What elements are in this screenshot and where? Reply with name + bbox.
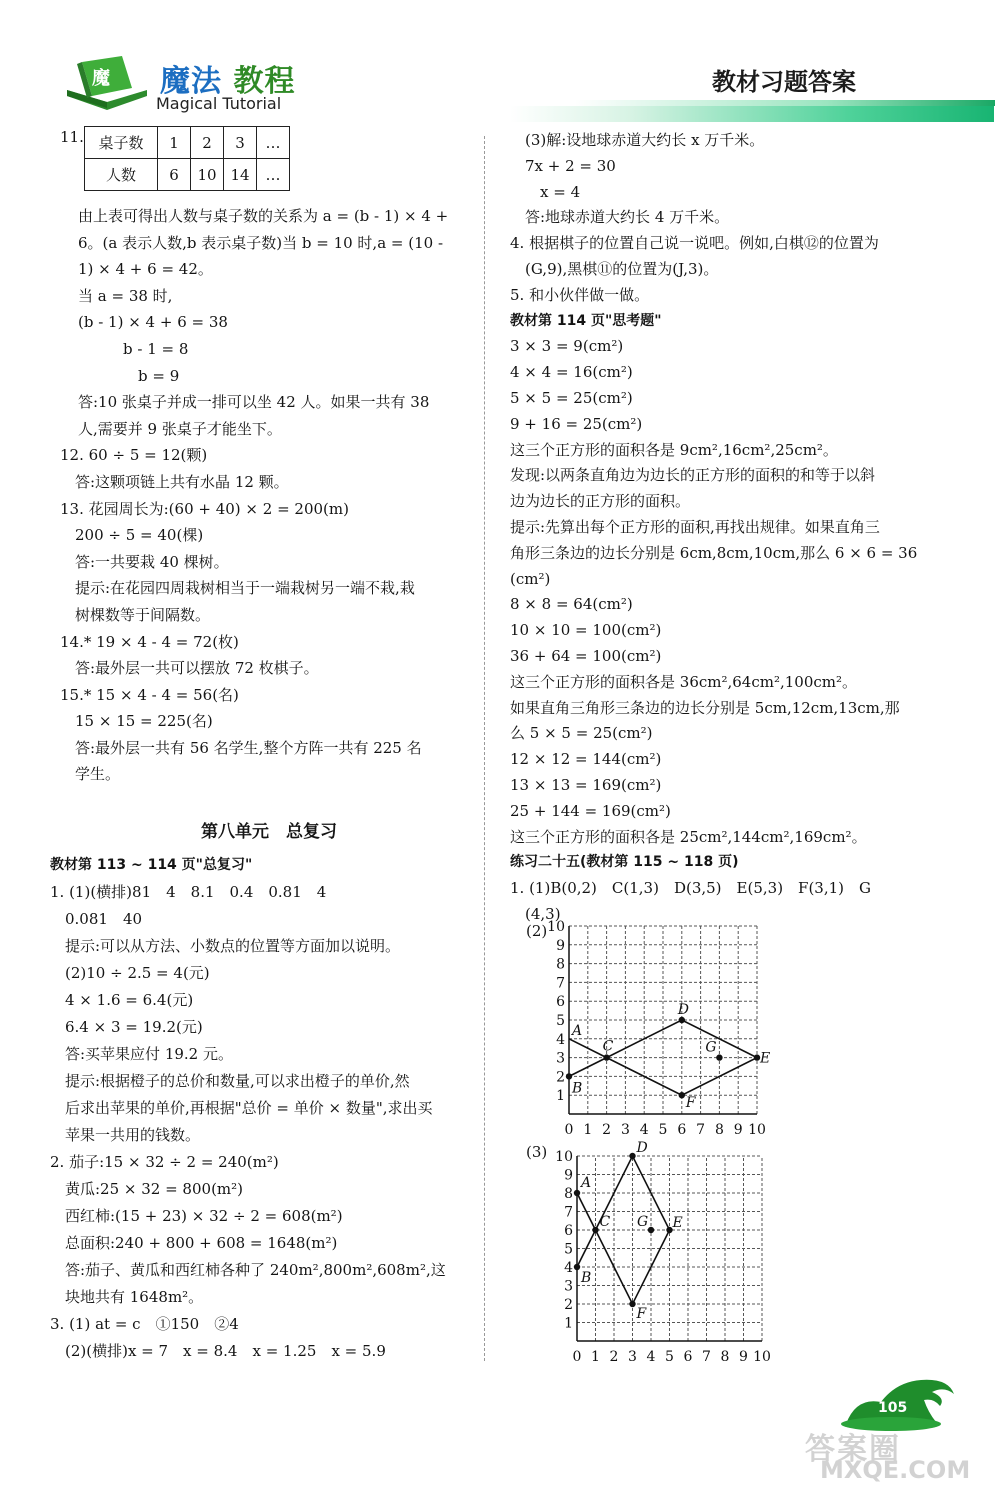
text-line: 总面积:240 + 800 + 608 = 1648(m²) <box>50 1234 338 1252</box>
text-line: (3)解:设地球赤道大约长 x 万千米。 <box>510 131 765 149</box>
point-label-a: A <box>581 1175 592 1191</box>
table-cell: 6 <box>158 159 191 191</box>
book-icon <box>62 52 152 112</box>
text-line: 7x + 2 = 30 <box>510 156 616 175</box>
point-f <box>679 1092 685 1098</box>
section-heading: 教材第 114 页"思考题" <box>510 312 662 329</box>
text-line: 1) × 4 + 6 = 42。 <box>78 260 213 279</box>
text-line: 1. (1)(横排)81 4 8.1 0.4 0.81 4 <box>50 883 327 901</box>
text-line: 提示:在花园四周栽树相当于一端栽树另一端不栽,栽 <box>60 579 415 598</box>
x-tick-label: 7 <box>702 1349 711 1365</box>
text-line: 15.* 15 × 4 - 4 = 56(名) <box>60 685 239 704</box>
text-line: 黄瓜:25 × 32 = 800(m²) <box>50 1180 244 1198</box>
text-line: 学生。 <box>60 765 121 784</box>
text-line: 13. 花园周长为:(60 + 40) × 2 = 200(m) <box>60 499 349 518</box>
y-tick-label: 8 <box>556 956 565 973</box>
graph-3-label: (3) <box>526 1143 548 1161</box>
x-tick-label: 1 <box>591 1349 600 1365</box>
text-line: 提示:根据橙子的总价和数量,可以求出橙子的单价,然 <box>50 1072 410 1090</box>
x-tick-label: 0 <box>564 1122 574 1138</box>
logo-english: Magical Tutorial <box>156 94 282 113</box>
x-tick-label: 0 <box>572 1349 582 1365</box>
x-tick-label: 4 <box>639 1122 649 1138</box>
x-tick-label: 5 <box>658 1122 668 1138</box>
page-header-title: 教材习题答案 <box>712 68 856 96</box>
point-f <box>629 1301 635 1307</box>
y-tick-label: 10 <box>547 919 565 935</box>
x-tick-label: 8 <box>720 1349 730 1365</box>
point-label-b: B <box>572 1080 583 1097</box>
table-cell: … <box>257 159 290 191</box>
point-g <box>648 1227 654 1233</box>
text-line: 14.* 19 × 4 - 4 = 72(枚) <box>60 632 239 651</box>
text-line: b = 9 <box>78 366 180 385</box>
point-label-b: B <box>581 1270 592 1286</box>
point-d <box>629 1153 635 1159</box>
text-line: (G,9),黑棋⑪的位置为(J,3)。 <box>510 259 719 278</box>
table-row <box>85 127 290 159</box>
y-tick-label: 5 <box>564 1241 573 1258</box>
x-tick-label: 3 <box>620 1122 630 1138</box>
text-line: 答:茄子、黄瓜和西红柿各种了 240m²,800m²,608m²,这 <box>50 1261 446 1279</box>
point-label-e: E <box>760 1050 771 1067</box>
text-line: 0.081 40 <box>50 910 143 928</box>
text-line: 如果直角三角形三条边的边长分别是 5cm,12cm,13cm,那 <box>510 698 900 717</box>
table-cell: 桌子数 <box>85 127 158 159</box>
text-line: (b - 1) × 4 + 6 = 38 <box>78 313 228 332</box>
text-line: (2)10 ÷ 2.5 = 4(元) <box>50 964 210 982</box>
y-tick-label: 4 <box>564 1260 573 1276</box>
text-line: 树棵数等于间隔数。 <box>60 605 211 624</box>
y-tick-label: 9 <box>556 937 565 954</box>
table-cell: 3 <box>224 127 257 159</box>
y-tick-label: 3 <box>556 1050 565 1067</box>
text-line: 答:这颗项链上共有水晶 12 颗。 <box>60 472 289 491</box>
y-tick-label: 6 <box>564 1223 573 1239</box>
table-cell: … <box>257 127 290 159</box>
left-column-text <box>60 203 478 788</box>
x-tick-label: 4 <box>646 1349 656 1365</box>
text-line: 36 + 64 = 100(cm²) <box>510 646 662 665</box>
point-a <box>574 1190 580 1196</box>
text-line: 5. 和小伙伴做一做。 <box>510 285 650 304</box>
text-line: 答:最外层一共有 56 名学生,整个方阵一共有 225 名 <box>60 738 422 757</box>
y-tick-label: 6 <box>556 994 565 1011</box>
wizard-hat-icon <box>836 1372 986 1432</box>
text-line: 4 × 4 = 16(cm²) <box>510 363 633 382</box>
x-tick-label: 9 <box>739 1349 748 1365</box>
table-cell: 1 <box>158 127 191 159</box>
text-line: 答:最外层一共可以摆放 72 枚棋子。 <box>60 659 319 678</box>
text-line: 答:买苹果应付 19.2 元。 <box>50 1045 233 1063</box>
point-b <box>566 1073 572 1079</box>
point-label-f: F <box>685 1095 696 1112</box>
text-line: 5 × 5 = 25(cm²) <box>510 388 633 407</box>
text-line: b - 1 = 8 <box>78 339 189 358</box>
text-line: 10 × 10 = 100(cm²) <box>510 621 662 640</box>
text-line: 当 a = 38 时, <box>78 286 173 305</box>
text-line: 8 × 8 = 64(cm²) <box>510 595 633 614</box>
section-heading: 练习二十五(教材第 115 ~ 118 页) <box>510 854 739 871</box>
text-line: 这三个正方形的面积各是 36cm²,64cm²,100cm²。 <box>510 672 858 691</box>
y-tick-label: 7 <box>564 1204 573 1221</box>
logo-word-b: 教程 <box>233 64 296 99</box>
text-line: 12 × 12 = 144(cm²) <box>510 750 662 769</box>
text-line: 4. 根据棋子的位置自己说一说吧。例如,白棋⑫的位置为 <box>510 234 879 253</box>
point-label-g: G <box>705 1039 717 1056</box>
point-b <box>574 1264 580 1270</box>
table-row <box>85 159 290 191</box>
point-c <box>592 1227 598 1233</box>
left-column-text-2 <box>50 852 480 1365</box>
point-label-c: C <box>602 1038 614 1055</box>
point-g <box>716 1054 722 1060</box>
point-c <box>603 1054 609 1060</box>
y-tick-label: 1 <box>556 1088 565 1105</box>
y-tick-label: 2 <box>564 1297 573 1313</box>
x-tick-label: 8 <box>714 1122 724 1138</box>
coordinate-grid-3 <box>555 1140 781 1370</box>
y-tick-label: 7 <box>556 975 565 992</box>
y-tick-label: 9 <box>564 1167 573 1184</box>
section-heading: 教材第 113 ~ 114 页"总复习" <box>50 857 253 873</box>
point-label-g: G <box>637 1214 649 1230</box>
table-cell: 2 <box>191 127 224 159</box>
text-line: 3. (1) at = c ①150 ②4 <box>50 1315 239 1333</box>
text-line: 15 × 15 = 225(名) <box>60 712 213 731</box>
text-line: 12. 60 ÷ 5 = 12(颗) <box>60 446 208 465</box>
table-cell: 人数 <box>85 159 158 191</box>
point-label-e: E <box>672 1215 683 1231</box>
question-11-table <box>84 126 290 191</box>
y-tick-label: 1 <box>564 1315 573 1332</box>
text-line: 发现:以两条直角边为边长的正方形的面积的和等于以斜 <box>510 466 876 485</box>
text-line: 答:一共要栽 40 棵树。 <box>60 552 229 571</box>
text-line: 6。(a 表示人数,b 表示桌子数)当 b = 10 时,a = (10 - <box>78 233 444 252</box>
text-line: 6.4 × 3 = 19.2(元) <box>50 1018 203 1036</box>
coordinate-grid-2 <box>547 918 780 1143</box>
text-line: 由上表可得出人数与桌子数的关系为 a = (b - 1) × 4 + <box>78 207 449 225</box>
text-line: 3 × 3 = 9(cm²) <box>510 337 624 356</box>
text-line: 9 + 16 = 25(cm²) <box>510 414 643 433</box>
text-line: (2)(横排)x = 7 x = 8.4 x = 1.25 x = 5.9 <box>50 1342 386 1360</box>
right-column-text <box>510 128 950 928</box>
text-line: 后求出苹果的单价,再根据"总价 = 单价 × 数量",求出买 <box>50 1099 433 1117</box>
svg-text:魔: 魔 <box>92 68 110 89</box>
point-label-d: D <box>636 1140 648 1156</box>
text-line: 4 × 1.6 = 6.4(元) <box>50 991 194 1009</box>
watermark-url: MXQE.COM <box>820 1456 971 1484</box>
x-tick-label: 10 <box>753 1349 771 1365</box>
text-line: 人,需要并 9 张桌子才能坐下。 <box>78 419 282 438</box>
graph-2-label: (2) <box>526 922 548 940</box>
text-line: 25 + 144 = 169(cm²) <box>510 801 671 820</box>
x-tick-label: 3 <box>628 1349 637 1365</box>
text-line: 1. (1)B(0,2) C(1,3) D(3,5) E(5,3) F(3,1) G <box>510 879 871 898</box>
y-tick-label: 10 <box>555 1149 573 1165</box>
y-tick-label: 3 <box>564 1278 573 1295</box>
x-tick-label: 2 <box>602 1122 612 1138</box>
point-label-c: C <box>599 1214 611 1230</box>
text-line: (4,3) <box>510 904 561 923</box>
y-tick-label: 2 <box>556 1069 565 1086</box>
x-tick-label: 6 <box>677 1122 687 1138</box>
text-line: 这三个正方形的面积各是 9cm²,16cm²,25cm²。 <box>510 440 838 459</box>
point-label-d: D <box>677 1002 690 1018</box>
publisher-logo <box>60 48 300 120</box>
column-divider <box>484 136 485 1361</box>
text-line: 角形三条边的边长分别是 6cm,8cm,10cm,那么 6 × 6 = 36 <box>510 543 918 562</box>
text-line: x = 4 <box>510 182 581 201</box>
x-tick-label: 9 <box>733 1122 743 1138</box>
text-line: 边为边长的正方形的面积。 <box>510 492 691 511</box>
x-tick-label: 6 <box>683 1349 693 1365</box>
text-line: 西红柿:(15 + 23) × 32 ÷ 2 = 608(m²) <box>50 1207 343 1225</box>
text-line: 这三个正方形的面积各是 25cm²,144cm²,169cm²。 <box>510 827 867 846</box>
text-line: 13 × 13 = 169(cm²) <box>510 775 662 794</box>
question-11-number: 11. <box>60 128 84 146</box>
x-tick-label: 5 <box>665 1349 674 1365</box>
text-line: 答:10 张桌子并成一排可以坐 42 人。如果一共有 38 <box>78 393 430 412</box>
text-line: 块地共有 1648m²。 <box>50 1288 204 1306</box>
unit-title: 第八单元 总复习 <box>201 822 337 842</box>
header-accent-bar <box>510 106 994 122</box>
y-tick-label: 5 <box>556 1013 565 1029</box>
text-line: 200 ÷ 5 = 40(棵) <box>60 526 204 545</box>
table-cell: 10 <box>191 159 224 191</box>
y-tick-label: 8 <box>564 1186 573 1202</box>
x-tick-label: 1 <box>583 1122 593 1138</box>
page-number: 105 <box>878 1400 908 1416</box>
x-tick-label: 10 <box>748 1122 766 1138</box>
y-tick-label: 4 <box>556 1031 565 1048</box>
text-line: 苹果一共用的钱数。 <box>50 1126 201 1144</box>
x-tick-label: 2 <box>609 1349 619 1365</box>
text-line: 提示:可以从方法、小数点的位置等方面加以说明。 <box>50 937 401 955</box>
x-tick-label: 7 <box>696 1122 706 1138</box>
text-line: 提示:先算出每个正方形的面积,再找出规律。如果直角三 <box>510 517 880 536</box>
watermark-text: 答案圈 <box>805 1432 901 1467</box>
table-cell: 14 <box>224 159 257 191</box>
text-line: 2. 茄子:15 × 32 ÷ 2 = 240(m²) <box>50 1153 279 1171</box>
logo-word-a: 魔法 <box>160 64 222 99</box>
point-label-a: A <box>572 1022 583 1039</box>
text-line: 答:地球赤道大约长 4 万千米。 <box>510 208 730 227</box>
text-line: 么 5 × 5 = 25(cm²) <box>510 724 653 743</box>
point-label-f: F <box>636 1306 647 1322</box>
text-line: (cm²) <box>510 569 551 588</box>
